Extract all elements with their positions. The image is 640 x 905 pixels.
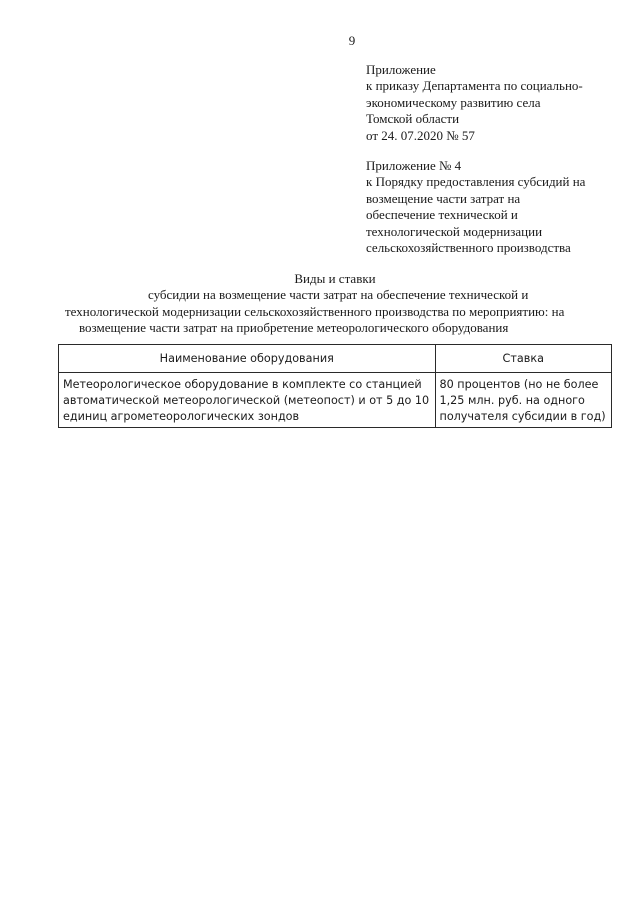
cell-text-line: 80 процентов (но не более bbox=[439, 378, 599, 391]
cell-text-line: Метеорологическое оборудование в комплекте со станцией bbox=[63, 378, 422, 391]
heading-line: возмещение части затрат на приобретение метеорологического оборудования bbox=[79, 320, 509, 336]
heading-title: Виды и ставки bbox=[294, 271, 376, 286]
table-row bbox=[59, 373, 612, 428]
column-header-rate: Ставка bbox=[435, 345, 612, 373]
appendix-line: к Порядку предоставления субсидий на bbox=[366, 174, 586, 190]
document-heading bbox=[0, 271, 640, 337]
appendix-line: сельскохозяйственного производства bbox=[366, 240, 571, 256]
appendix-line: к приказу Департамента по социально- bbox=[366, 78, 583, 94]
appendix-line: технологической модернизации bbox=[366, 223, 543, 239]
cell-text-line: получателя субсидии в год) bbox=[439, 410, 606, 423]
appendix-line: Приложение № 4 bbox=[366, 158, 462, 173]
cell-text-line: единиц агрометеорологических зондов bbox=[63, 410, 300, 423]
appendix-line: Приложение bbox=[366, 62, 436, 77]
appendix-procedure-reference bbox=[366, 158, 616, 256]
equipment-name-cell bbox=[59, 373, 436, 428]
cell-text-line: 1,25 млн. руб. на одного bbox=[439, 394, 585, 407]
appendix-line: от 24. 07.2020 № 57 bbox=[366, 127, 475, 143]
appendix-line: возмещение части затрат на bbox=[366, 190, 521, 206]
appendix-line: обеспечение технической и bbox=[366, 207, 518, 223]
column-header-equipment: Наименование оборудования bbox=[59, 345, 436, 373]
cell-text-line: автоматической метеорологической (метеопост) и от 5 до 10 bbox=[63, 394, 430, 407]
table-header-row bbox=[59, 345, 612, 373]
rate-cell bbox=[435, 373, 612, 428]
appendix-line: Томской области bbox=[366, 111, 460, 127]
appendix-line: экономическому развитию села bbox=[366, 94, 541, 110]
heading-line: технологической модернизации сельскохозяйственного производства по мероприятию: на bbox=[65, 303, 565, 319]
appendix-order-reference bbox=[366, 62, 616, 144]
page-number: 9 bbox=[348, 33, 356, 48]
subsidy-rates-table bbox=[58, 344, 612, 428]
heading-line: субсидии на возмещение части затрат на обеспечение технической и bbox=[148, 287, 529, 303]
